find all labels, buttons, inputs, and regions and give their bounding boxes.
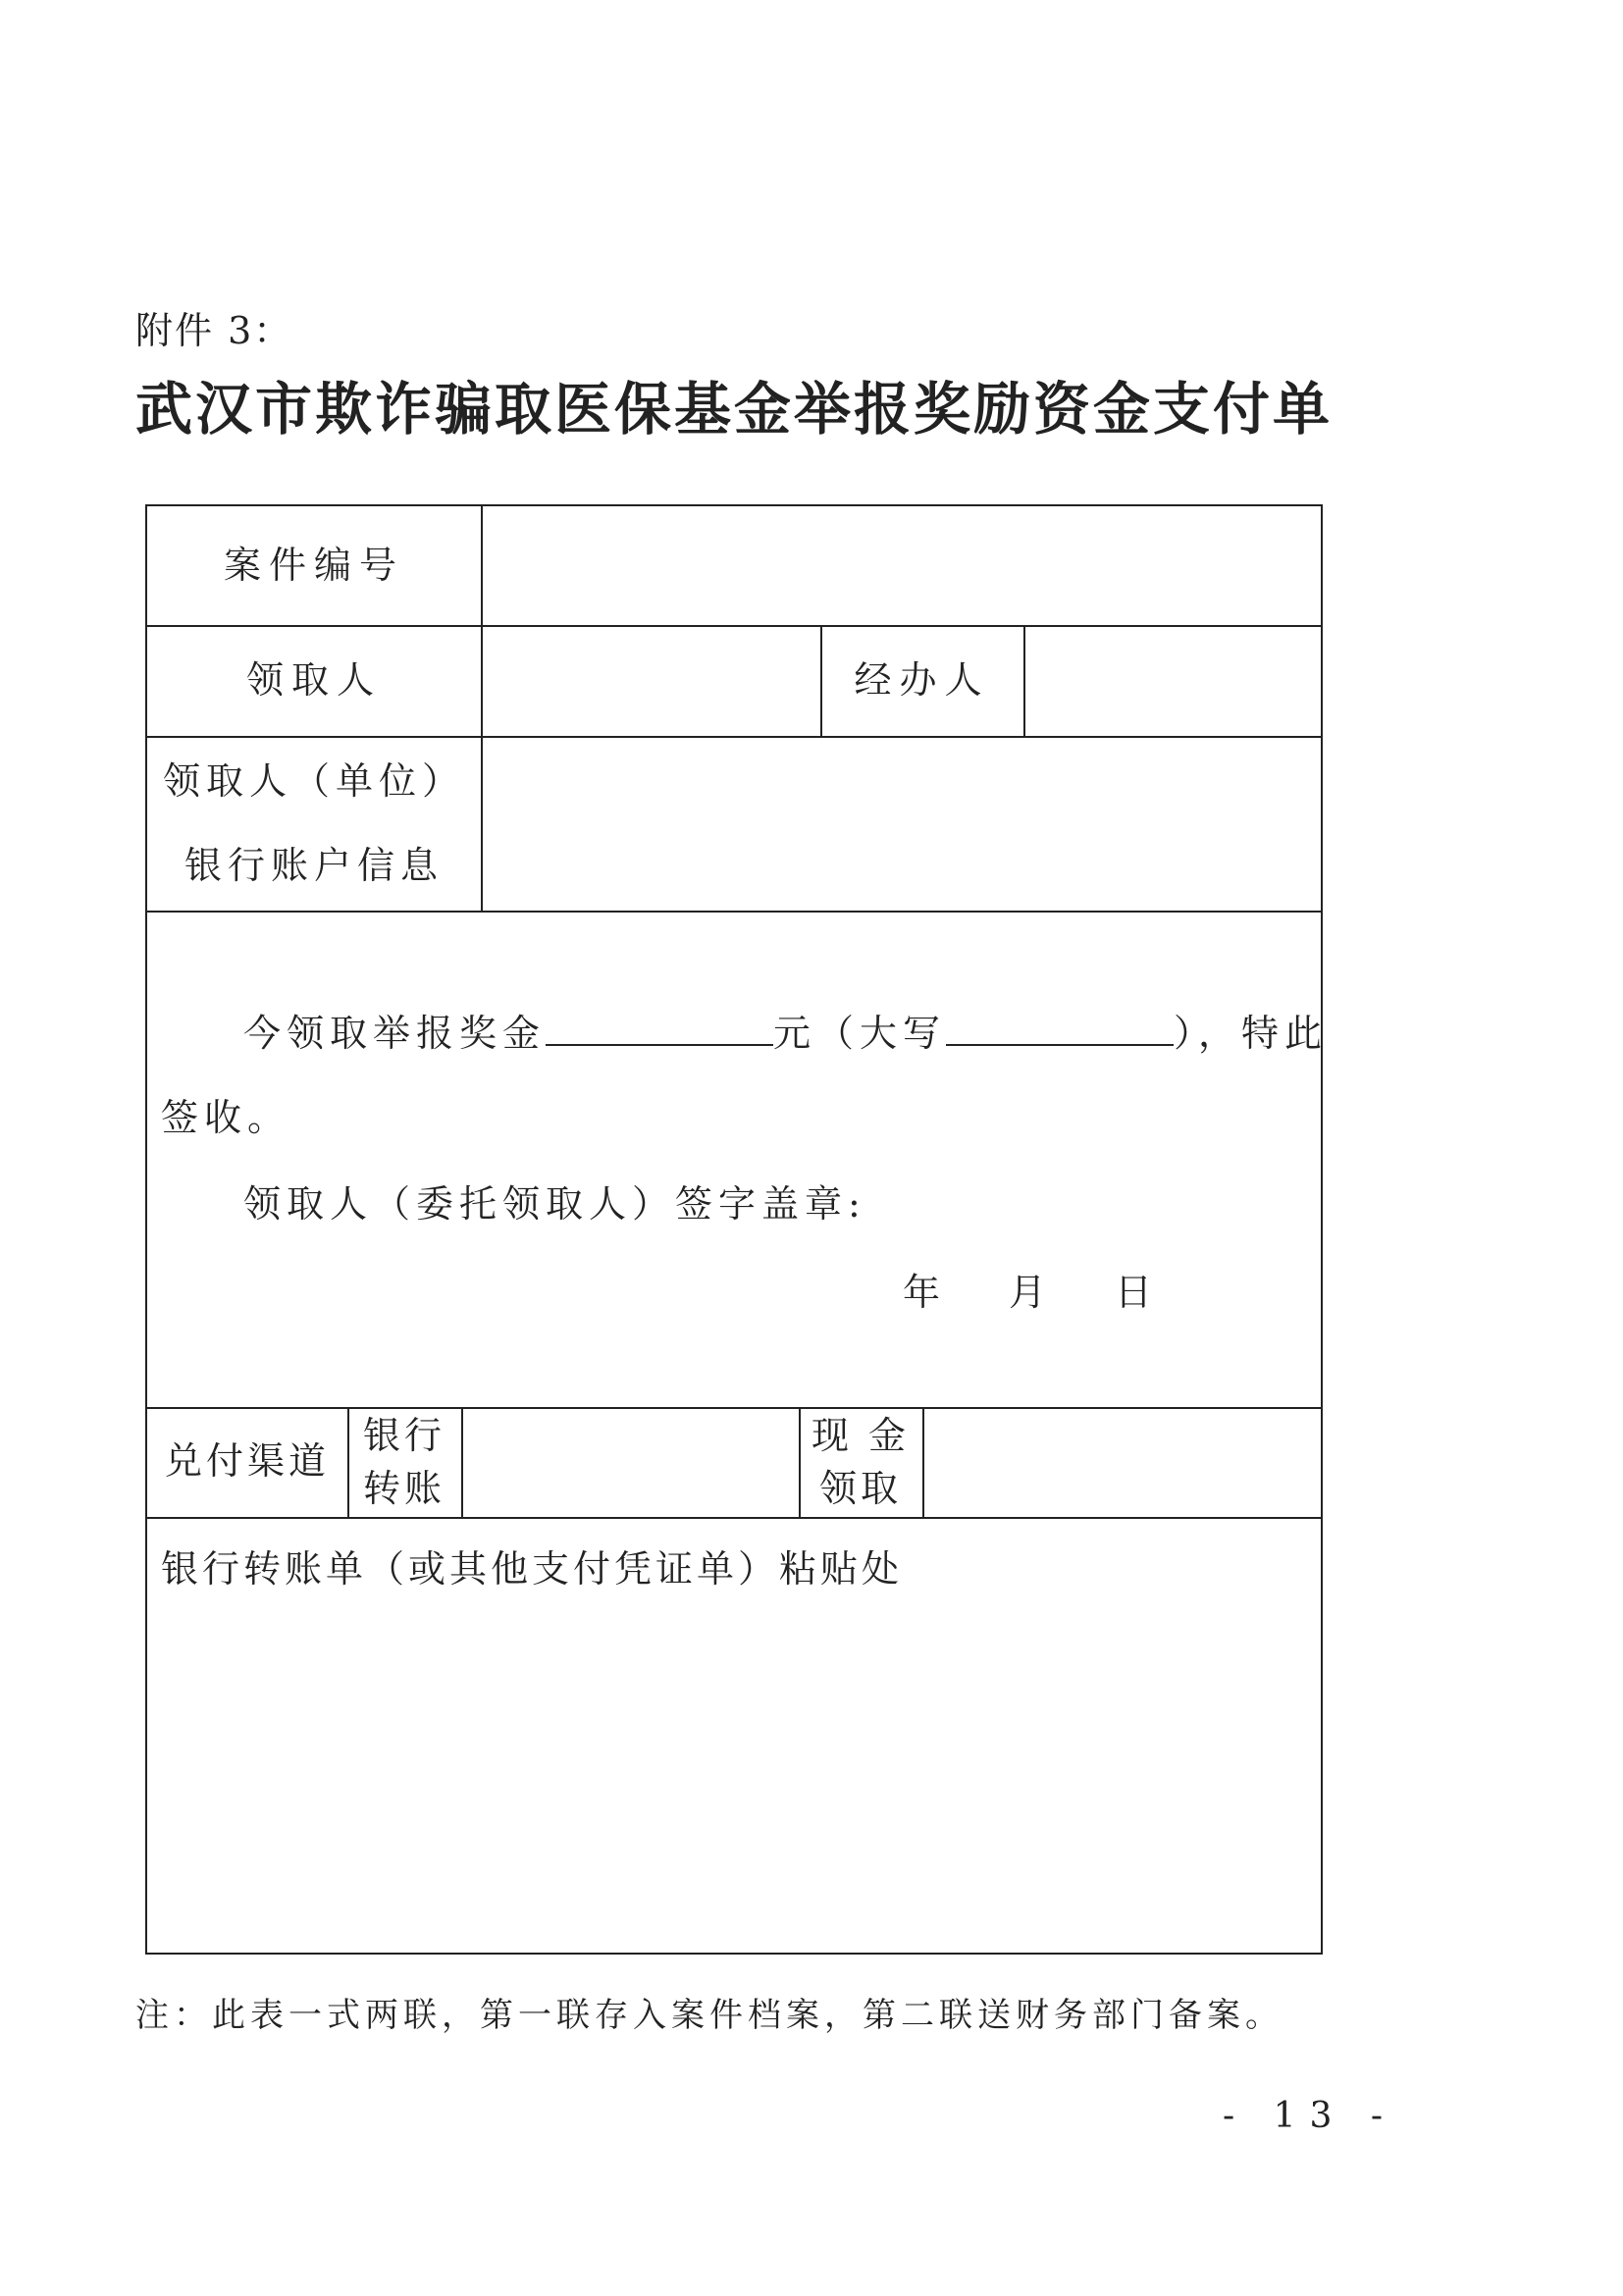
handler-label: 经办人 — [854, 657, 990, 702]
page-number: - 13 - — [1223, 2096, 1397, 2136]
date-day: 日 — [1115, 1271, 1159, 1314]
recipient-field[interactable] — [483, 627, 820, 736]
bank-transfer-field[interactable] — [463, 1409, 799, 1517]
cash-option[interactable] — [799, 1407, 922, 1517]
row-divider — [147, 1517, 1321, 1519]
receipt-continuation: 签收。 — [161, 1096, 291, 1139]
receipt-prefix: 今领取举报奖金 — [243, 1012, 547, 1055]
payment-form — [145, 504, 1329, 1955]
date-year: 年 — [903, 1271, 947, 1314]
receipt-statement — [243, 1003, 1328, 1057]
voucher-paste-label: 银行转账单（或其他支付凭证单）粘贴处 — [161, 1547, 904, 1591]
cash-line2: 领取 — [818, 1467, 902, 1510]
payment-channel-label: 兑付渠道 — [164, 1439, 330, 1484]
document-title: 武汉市欺诈骗取医保基金举报奖励资金支付单 — [135, 376, 1334, 443]
bank-transfer-line1: 银行 — [362, 1414, 445, 1457]
receipt-mid: 元（大写 — [773, 1012, 947, 1055]
receipt-suffix: ），特此 — [1174, 1012, 1329, 1055]
amount-blank[interactable] — [546, 1009, 773, 1046]
bank-transfer-line2: 转账 — [362, 1467, 445, 1510]
signature-label: 领取人（委托领取人）签字盖章: — [243, 1182, 866, 1226]
attachment-label: 附件 3： — [135, 309, 293, 352]
date-month: 月 — [1009, 1271, 1053, 1314]
amount-in-words-blank[interactable] — [946, 1009, 1174, 1046]
footnote: 注：此表一式两联，第一联存入案件档案，第二联送财务部门备案。 — [135, 1996, 1283, 2035]
bank-account-label-line1: 领取人（单位） — [162, 759, 465, 803]
row-divider — [147, 911, 1321, 913]
handler-field[interactable] — [1025, 627, 1321, 736]
bank-account-label — [147, 736, 481, 911]
case-number-field[interactable] — [483, 506, 1321, 625]
bank-account-field[interactable] — [483, 738, 1321, 911]
cash-line1: 现 金 — [811, 1414, 911, 1457]
cash-field[interactable] — [924, 1409, 1321, 1517]
case-number-label: 案件编号 — [223, 543, 404, 587]
voucher-paste-area[interactable] — [147, 1595, 1321, 1951]
recipient-label: 领取人 — [245, 657, 382, 702]
bank-account-label-line2: 银行账户信息 — [183, 844, 444, 887]
bank-transfer-option[interactable] — [347, 1407, 461, 1517]
